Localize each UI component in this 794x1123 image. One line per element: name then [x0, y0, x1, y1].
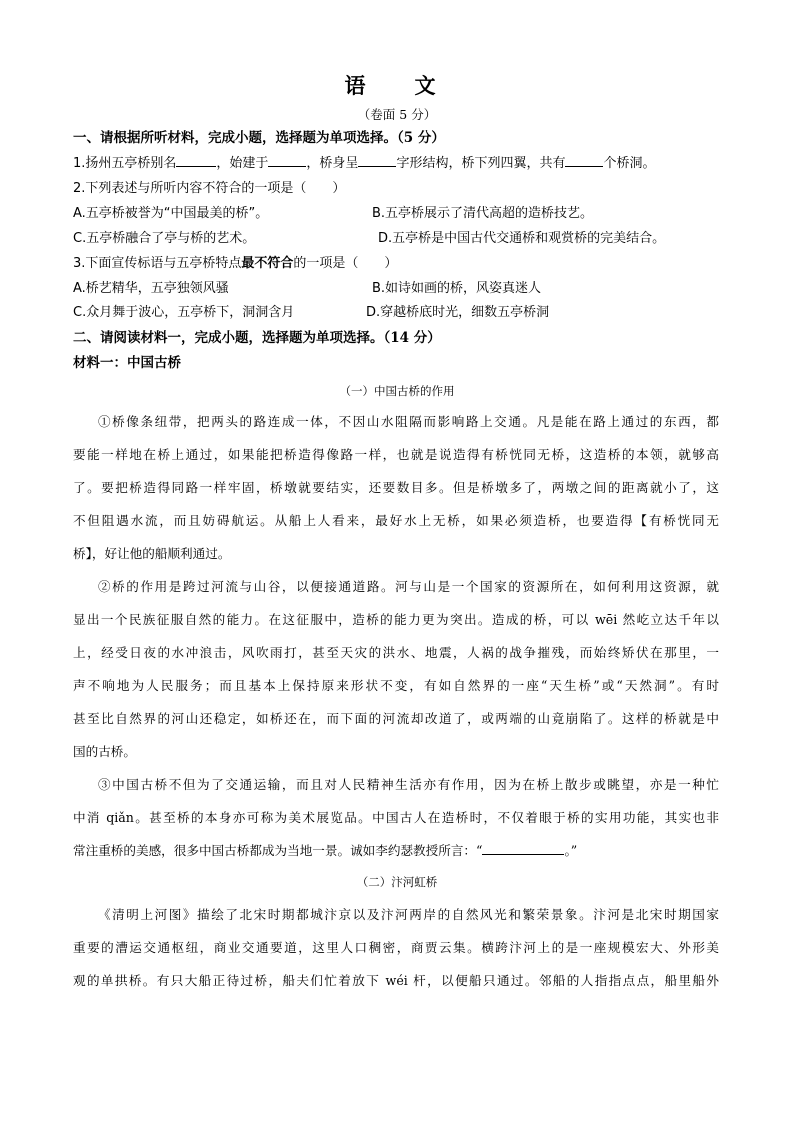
- question-2-option-c[interactable]: C.五亭桥融合了亭与桥的艺术。: [73, 231, 256, 246]
- subsection-2-title: （二）汴河虹桥: [356, 875, 438, 889]
- paragraph-2-line-2: 显出一个民族征服自然的能力。在这征服中，造桥的能力更为突出。造成的桥，可以 wēi 然屹立达千年以: [73, 612, 719, 627]
- page-title: 语 文: [344, 73, 450, 98]
- q3-stem-emphasis: 最不符合: [241, 256, 294, 271]
- subsection-1-title: （一）中国古桥的作用: [339, 384, 455, 398]
- paragraph-2-line-6: 国的古桥。: [73, 744, 136, 759]
- paragraph-3-line-3: [73, 842, 719, 860]
- q1-blank-3[interactable]: [358, 166, 396, 167]
- q1-part1: 1.扬州五亭桥别名: [73, 156, 177, 171]
- question-2-option-d[interactable]: D.五亭桥是中国古代交通桥和观赏桥的完美结合。: [378, 231, 666, 246]
- section2-heading: 二、请阅读材料一，完成小题，选择题为单项选择。（14 分）: [73, 330, 441, 346]
- paragraph-1-line-5: 桥】，好让他的船顺利通过。: [73, 546, 231, 561]
- q1-blank-1[interactable]: [176, 166, 216, 167]
- question-1: [73, 155, 655, 173]
- paragraph-2-line-3: 上，经受日夜的水冲浪击，风吹雨打，甚至天灾的洪水、地震，人祸的战争摧残，而始终矫伏在那里，一: [73, 645, 719, 660]
- section1-heading: 一、请根据所听材料，完成小题，选择题为单项选择。（5 分）: [73, 130, 445, 146]
- question-3-stem: [73, 255, 397, 273]
- q3-stem-c: 的一项是（ ）: [293, 256, 398, 271]
- question-2-option-a[interactable]: A.五亭桥被誉为“中国最美的桥”。: [73, 206, 269, 221]
- page-subtitle: （卷面 5 分）: [357, 107, 437, 122]
- question-2-option-b[interactable]: B.五亭桥展示了清代高超的造桥技艺。: [372, 206, 594, 221]
- paragraph-2-line-5: 甚至比自然界的河山还稳定，如桥还在，而下面的河流却改道了，或两端的山竟崩陷了。这样的桥就是中: [73, 711, 719, 726]
- q1-part2: ，始建于: [216, 156, 269, 171]
- paragraph-2-line-4: 声不响地为人民服务；而且基本上保持原来形状不变，有如自然界的一座“天生桥”或“天然洞”。有时: [73, 678, 719, 693]
- paragraph-3-line-2: 中消 qiǎn。甚至桥的本身亦可称为美术展览品。中国古人在造桥时，不仅着眼于桥的实用功能，其实也非: [73, 810, 719, 825]
- paragraph-3-quote-lead: 常注重桥的美感，很多中国古桥都成为当地一景。诚如李约瑟教授所言：“: [73, 843, 483, 858]
- paragraph-1-line-3: 了。要把桥造得同路一样牢固，桥墩就要结实，还要数目多。但是桥墩多了，两墩之间的距离就小了，这: [73, 480, 719, 495]
- paragraph-4-line-1: 《清明上河图》描绘了北宋时期都城汴京以及汴河两岸的自然风光和繁荣景象。汴河是北宋时期国家: [98, 907, 719, 922]
- paragraph-1-line-2: 要能一样地在桥上通过，如果能把桥造得像路一样，也就是说造得有桥恍同无桥，这造桥的本领，就够高: [73, 447, 719, 462]
- paragraph-4-line-3: 观的单拱桥。有只大船正待过桥，船夫们忙着放下 wéi 杆，以便船只通过。邻船的人指指点点，船里船外: [73, 973, 719, 988]
- paragraph-1-line-1: ①桥像条纽带，把两头的路连成一体，不因山水阻隔而影响路上交通。凡是能在路上通过的东西，都: [98, 414, 719, 429]
- paragraph-1-line-4: 不但阻遇水流，而且妨碍航运。从船上人看来，最好水上无桥，如果必须造桥，也要造得【有桥恍同无: [73, 513, 719, 528]
- q3-stem-a: 3.下面宣传标语与五亭桥特点: [73, 256, 242, 271]
- q1-part5: 个桥洞。: [603, 156, 656, 171]
- question-3-option-d[interactable]: D.穿越桥底时光，细数五亭桥洞: [366, 305, 550, 320]
- paragraph-2-line-1: ②桥的作用是跨过河流与山谷，以便接通道路。河与山是一个国家的资源所在，如何利用这资源，就: [98, 579, 719, 594]
- question-3-option-a[interactable]: A.桥艺精华，五亭独领风骚: [73, 281, 229, 296]
- q1-part4: 字形结构，桥下列四翼，共有: [396, 156, 566, 171]
- question-3-option-c[interactable]: C.众月舞于波心，五亭桥下，洞洞含月: [73, 305, 295, 320]
- paragraph-4-line-2: 重要的漕运交通枢纽，商业交通要道，这里人口稠密，商贾云集。横跨汴河上的是一座规模宏大、外形美: [73, 940, 719, 955]
- q1-blank-2[interactable]: [268, 166, 306, 167]
- paragraph-3-quote-end: 。”: [564, 843, 578, 858]
- material-title: 材料一：中国古桥: [73, 355, 181, 371]
- paragraph-3-line-1: ③中国古桥不但为了交通运输，而且对人民精神生活亦有作用，因为在桥上散步或眺望，亦是一种忙: [98, 777, 719, 792]
- q1-part3: ，桥身呈: [306, 156, 359, 171]
- question-2-stem: 2.下列表述与所听内容不符合的一项是（ ）: [73, 181, 346, 196]
- question-3-option-b[interactable]: B.如诗如画的桥，风姿真迷人: [372, 281, 542, 296]
- quote-answer-blank[interactable]: [482, 854, 564, 855]
- q1-blank-4[interactable]: [565, 166, 603, 167]
